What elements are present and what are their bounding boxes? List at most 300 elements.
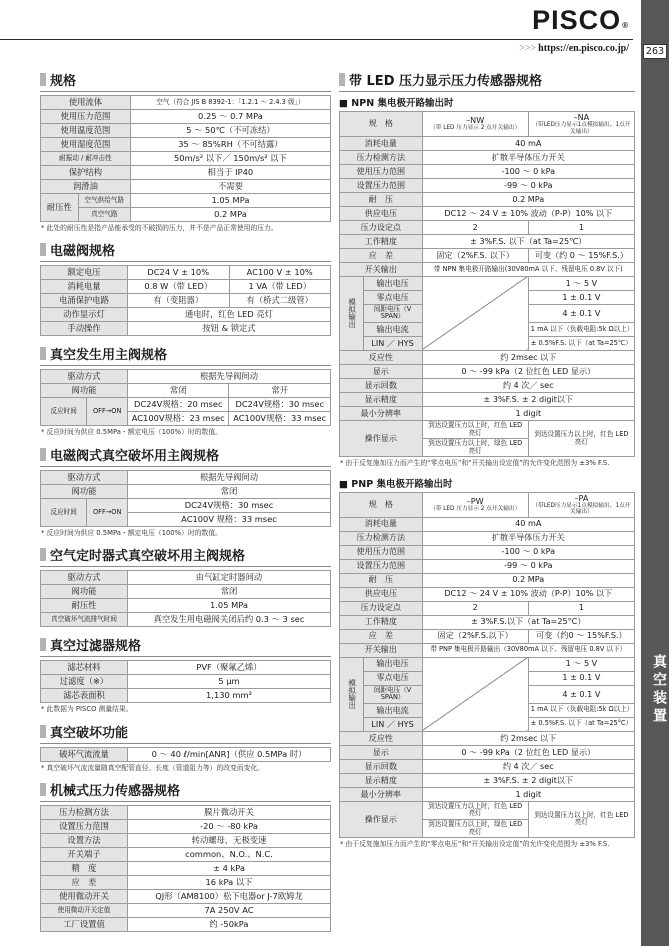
cell-text: 约 4 次／ sec: [502, 379, 554, 390]
spec-label-cell: [340, 517, 423, 531]
cell-text: LIN ／ HYS: [371, 718, 414, 729]
spec-label-cell: [41, 904, 128, 918]
spec-label-cell: [41, 918, 128, 932]
cell-text: 使用压力范围: [356, 165, 406, 176]
spec-value-cell: [528, 420, 634, 456]
spec-label-cell: [41, 484, 128, 498]
cell-text: 输出电压: [376, 658, 409, 669]
spec-value-cell: [128, 599, 331, 613]
section-title: [40, 722, 331, 744]
spec-value-cell: [128, 294, 230, 308]
cell-text: 开关端子: [67, 849, 101, 860]
cell-text: LIN ／ HYS: [371, 337, 414, 348]
cell-text: 40 mA: [515, 137, 542, 148]
cell-text: 规 格: [368, 118, 393, 129]
spec-value-cell: [422, 801, 528, 819]
registered-mark-icon: ®: [622, 21, 629, 30]
cell-text: ± 4 kPa: [212, 863, 246, 874]
spec-label-cell: [340, 545, 423, 559]
cell-text: 真空破坏气流排气时间: [51, 615, 117, 624]
footnote: * 由于反复施加压力而产生的“零点电压”和“开关输出设定值”的允许变化范围为 ±3% F.S.: [340, 459, 610, 468]
spec-value-cell: [128, 820, 331, 834]
table-row: [340, 517, 635, 531]
section-title: [40, 70, 331, 92]
cell-text: -20 ～ -80 kPa: [200, 821, 258, 832]
spec-value-cell: [422, 192, 634, 206]
footnote: * 此数据为 PISCO 测量结果。: [41, 705, 133, 714]
cell-text: 额定电压: [67, 267, 101, 278]
spec-label-cell: [363, 304, 422, 322]
footnote: * 反应时间为供应 0.5MPa・额定电压（100%）时的数值。: [41, 428, 222, 437]
spec-table: [40, 265, 331, 336]
cell-text: 耐压性: [71, 600, 97, 611]
cell-text: 润滑油: [72, 180, 98, 191]
cell-text: 0.25 ～ 0.7 MPa: [198, 110, 263, 121]
spec-value-cell: [528, 220, 634, 234]
spec-label-cell: [41, 661, 128, 675]
spec-value-cell: [130, 124, 330, 138]
title-bar-icon: [40, 783, 46, 796]
spec-value-cell: [128, 661, 331, 675]
spec-value-cell: [422, 601, 528, 615]
spec-value-cell: [528, 112, 634, 137]
spec-label-cell: [363, 703, 422, 717]
header-rule: [0, 39, 633, 40]
spec-table: [40, 660, 331, 703]
cell-subtext: （带 LED 压力显示 2 点开关输出）: [430, 506, 521, 513]
spec-value-cell: [422, 439, 528, 457]
table-row: [340, 164, 635, 178]
table-row: [340, 420, 635, 438]
spec-label-cell: [340, 136, 423, 150]
spec-value-cell: [528, 492, 634, 517]
spec-value-cell: [229, 294, 331, 308]
spec-section: [40, 70, 331, 232]
spec-label-cell: [41, 689, 128, 703]
cell-text: 带 NPN 集电极开路输出(30V80mA 以下、残留电压 0.8V 以下): [433, 264, 623, 273]
cell-text: 阀功能: [71, 586, 97, 597]
cell-text: 40 mA: [515, 518, 542, 529]
cell-text: 滤芯材料: [67, 662, 101, 673]
spec-value-cell: [422, 545, 634, 559]
spec-label-cell: [340, 731, 423, 745]
cell-text: 固定（2%F.S. 以下）: [436, 249, 514, 260]
spec-label-cell: [41, 806, 128, 820]
table-row: [41, 890, 331, 904]
spec-value-cell: [528, 276, 634, 290]
spec-value-cell: [422, 731, 634, 745]
cell-text: 4 ± 0.1 V: [562, 688, 601, 699]
cell-text: 0.2 MPa: [512, 574, 545, 585]
spec-label-cell: [340, 234, 423, 248]
table-row: [41, 876, 331, 890]
cell-text: 供应电压: [364, 207, 397, 218]
cell-text: 阀功能: [71, 385, 97, 396]
table-row: [340, 615, 635, 629]
cell-text: 手动操作: [67, 323, 101, 334]
spec-value-cell: [130, 166, 330, 180]
spec-value-cell: [128, 322, 331, 336]
table-row: [41, 675, 331, 689]
spec-value-cell: [528, 248, 634, 262]
table-row: [340, 136, 635, 150]
section-title-text: 真空过滤器规格: [50, 639, 142, 655]
spec-label-cell: [41, 110, 131, 124]
table-row: [41, 96, 331, 110]
table-row: [41, 124, 331, 138]
spec-section: [40, 722, 331, 772]
cell-text: –NW: [466, 115, 485, 126]
table-row: [340, 745, 635, 759]
spec-value-cell: [128, 918, 331, 932]
cell-text: 扩散半导体压力开关: [491, 151, 565, 162]
spec-value-cell: [422, 220, 528, 234]
cell-text: 约 2msec 以下: [500, 351, 557, 362]
cell-text: 显示回数: [364, 379, 397, 390]
spec-value-cell: [422, 206, 634, 220]
cell-text: 0 ～ 40 ℓ/min[ANR]（供应 0.5MPa 时）: [151, 748, 307, 759]
spec-label-cell: [41, 398, 87, 426]
section-title: [40, 240, 331, 262]
table-row: [41, 280, 331, 294]
cell-text: 精 度: [71, 863, 97, 874]
spec-value-cell: [422, 492, 528, 517]
cell-text: 供应电压: [364, 588, 397, 599]
table-row: [340, 192, 635, 206]
subsection-heading: ■ NPN 集电极开路输出时: [339, 98, 454, 109]
cell-text: common、N.O.、N.C.: [185, 849, 273, 860]
spec-value-cell: [422, 787, 634, 801]
spec-value-cell: [130, 180, 330, 194]
spec-label-cell: [363, 290, 422, 304]
cell-text: 1,130 mm²: [206, 690, 252, 701]
footnote: * 此处的耐压性是指产品能承受的不破损的压力，并不是产品正常使用的压力。: [41, 224, 278, 232]
table-row: [41, 470, 331, 484]
table-row: [340, 531, 635, 545]
table-row: [340, 248, 635, 262]
spec-label-cell: [363, 671, 422, 685]
spec-value-cell: [528, 304, 634, 322]
cell-text: AC100 V ± 10%: [246, 267, 313, 278]
spec-value-cell: [130, 110, 330, 124]
cell-text: 1.05 MPa: [211, 194, 250, 205]
spec-value-cell: [422, 420, 528, 438]
cell-text: 应 差: [368, 249, 393, 260]
spec-label-cell: [78, 194, 130, 208]
cell-text: 常闭: [169, 385, 187, 396]
spec-label-cell: [340, 420, 423, 456]
cell-subtext: （带 LED 压力显示 2 点开关输出）: [430, 125, 521, 132]
table-row: [41, 904, 331, 918]
cell-text: 50m/s² 以下／ 150m/s² 以下: [174, 152, 287, 163]
cell-text: 使用温度范围: [60, 124, 111, 135]
cell-text: –PW: [466, 495, 484, 506]
cell-text: AC100V 规格：33 msec: [181, 513, 277, 524]
spec-table: [40, 570, 331, 627]
spec-value-cell: [528, 657, 634, 671]
table-row: [340, 759, 635, 773]
cell-text: 电涌保护电路: [59, 295, 109, 306]
cell-text: 1 digit: [515, 407, 542, 418]
spec-value-cell: [127, 498, 330, 512]
section-title: [40, 635, 331, 657]
cell-text: 转动螺母，无极变速: [191, 835, 267, 846]
cell-text: 压力检测方法: [356, 151, 406, 162]
spec-table: [40, 470, 331, 527]
cell-text: 间距电压（V SPAN）: [373, 685, 412, 702]
url-text: https://en.pisco.co.jp/: [538, 43, 629, 54]
cell-text: 1: [578, 602, 584, 613]
spec-label-cell: [41, 180, 131, 194]
title-bar-icon: [339, 73, 345, 86]
title-bar-icon: [40, 73, 46, 86]
cell-text: 空气供给气路: [84, 195, 125, 204]
table-row: [340, 559, 635, 573]
section-title-text: 真空破坏功能: [50, 725, 129, 741]
spec-label-cell: [41, 138, 131, 152]
table-row: [41, 138, 331, 152]
spec-label-cell: [41, 152, 131, 166]
cell-text: 膜片微动开关: [204, 807, 254, 818]
cell-text: 约 2msec 以下: [500, 732, 557, 743]
cell-text: 0.2 MPa: [512, 193, 545, 204]
cell-text: 压力检测方法: [59, 807, 109, 818]
spec-label-cell: [340, 492, 423, 517]
cell-text: 应 差: [71, 877, 97, 888]
cell-text: 有（桥式二级管）: [246, 295, 313, 306]
cell-text: 零点电压: [376, 291, 409, 302]
cell-text: 工厂设置值: [63, 919, 105, 930]
right-subsections: [339, 95, 635, 849]
spec-label-cell: [340, 192, 423, 206]
footnote: * 由于反复施加压力而产生的“零点电压”和“开关输出设定值”的允许变化范围为 ±3% F.S.: [340, 840, 610, 849]
cell-text: 到达设置压力以上时，绿色 LED 亮灯: [428, 439, 523, 455]
footnote: * 真空破坏气流流量随真空配管直径、长度（管道阻力等）的改变而变化。: [41, 763, 265, 772]
cell-text: -99 ～ 0 kPa: [504, 560, 553, 571]
cell-text: 滤芯表面积: [63, 690, 105, 701]
cell-text: 4 ± 0.1 V: [562, 307, 601, 318]
cell-text: 显示回数: [364, 760, 397, 771]
spec-label-cell: [41, 890, 128, 904]
table-row: [41, 689, 331, 703]
section-title-text: 规格: [50, 74, 77, 89]
title-bar-icon: [40, 347, 46, 360]
cell-text: 真空发生用电磁阀关闭后约 0.3 ～ 3 sec: [153, 614, 305, 625]
spec-value-cell: [422, 573, 634, 587]
spec-label-cell: [340, 759, 423, 773]
spec-label-cell: [41, 294, 128, 308]
spec-value-cell: [128, 848, 331, 862]
spec-label-cell: [41, 848, 128, 862]
cell-text: 到达设置压力以上时，红色 LED 亮灯: [534, 430, 629, 446]
cell-text: 使用压力范围: [60, 110, 111, 121]
cell-text: 固定（2%F.S.以下）: [437, 630, 513, 641]
spec-label-cell: [41, 370, 128, 384]
cell-text: 工作精度: [364, 616, 397, 627]
table-row: [340, 731, 635, 745]
table-row: [41, 918, 331, 932]
cell-text: 输出电流: [376, 323, 409, 334]
table-row: [340, 629, 635, 643]
cell-text: 驱动方式: [67, 572, 101, 583]
spec-value-cell: [128, 280, 230, 294]
cell-text: 过滤度（※）: [59, 676, 109, 687]
spec-value-cell: [528, 290, 634, 304]
spec-table: [40, 95, 331, 222]
cell-text: 反应时间: [50, 507, 77, 516]
spec-label-cell: [41, 266, 128, 280]
spec-value-cell: [229, 412, 331, 426]
spec-label-cell: [340, 112, 423, 137]
spec-label-cell: [340, 178, 423, 192]
spec-label-cell: [87, 498, 128, 526]
table-row: [41, 194, 331, 208]
spec-value-cell: [422, 531, 634, 545]
table-row: [340, 112, 635, 137]
spec-value-cell: [422, 350, 634, 364]
spec-label-cell: [87, 398, 128, 426]
cell-text: 1.05 MPa: [210, 600, 248, 611]
cell-text: –PA: [574, 492, 589, 503]
spec-value-cell: [128, 675, 331, 689]
section-title-text: 机械式压力传感器规格: [50, 784, 181, 800]
cell-text: 1 digit: [515, 788, 542, 799]
spec-label-cell: [340, 657, 364, 731]
spec-label-cell: [340, 773, 423, 787]
spec-label-cell: [340, 220, 423, 234]
table-row: [41, 571, 331, 585]
cell-text: 空气（符合 JIS B 8392-1：「1.2.1 ～ 2.4.3 级」）: [156, 97, 305, 106]
spec-label-cell: [340, 364, 423, 378]
category-side-tab: [641, 0, 669, 946]
table-row: [340, 587, 635, 601]
cell-text: 常开: [271, 385, 289, 396]
spec-value-cell: [422, 615, 634, 629]
spec-label-cell: [340, 559, 423, 573]
table-row: [41, 308, 331, 322]
spec-label-cell: [363, 657, 422, 671]
spec-value-cell: [127, 512, 330, 526]
spec-value-cell: [128, 806, 331, 820]
spec-label-cell: [41, 280, 128, 294]
table-row: [340, 406, 635, 420]
spec-value-cell: [528, 629, 634, 643]
cell-text: 显示精度: [364, 774, 397, 785]
cell-text: 使用微动开关: [59, 891, 109, 902]
table-row: [340, 657, 635, 671]
spec-value-cell: [422, 164, 634, 178]
spec-label-cell: [340, 206, 423, 220]
cell-text: 1 ± 0.1 V: [562, 672, 601, 683]
spec-value-cell: [128, 862, 331, 876]
section-title-led-pressure-sensor: [339, 70, 635, 92]
cell-text: QJ形（AM8100）松下电器or J-7欧姆龙: [155, 891, 303, 902]
cell-text: 模拟输出: [347, 679, 357, 710]
spec-label-cell: [340, 787, 423, 801]
spec-value-cell: [528, 717, 634, 731]
cell-text: 消耗电量: [364, 518, 397, 529]
cell-text: 1 VA（带 LED）: [248, 281, 312, 292]
section-title: [40, 780, 331, 802]
site-url[interactable]: [519, 43, 629, 54]
cell-subtext: （带LED压力显示1点模拟输出、1点开关输出）: [532, 122, 631, 135]
spec-value-cell: [528, 322, 634, 336]
spec-section: [40, 240, 331, 336]
table-row: [41, 834, 331, 848]
spec-value-cell: [128, 890, 331, 904]
cell-text: 5 ～ 50℃（不可冻结）: [186, 124, 275, 135]
cell-text: 到达设置压力以上时，红色 LED 亮灯: [534, 810, 629, 827]
spec-value-cell: [422, 112, 528, 137]
spec-value-cell: [229, 266, 331, 280]
spec-value-cell: [422, 629, 528, 643]
spec-label-cell: [340, 643, 423, 657]
table-row: [340, 801, 635, 819]
cell-text: 带 PNP 集电极开路输出（30V80mA 以下、残留电压 0.8V 以下）: [430, 645, 627, 654]
spec-label-cell: [340, 745, 423, 759]
spec-label-cell: [340, 587, 423, 601]
cell-text: 2: [472, 602, 478, 613]
spec-label-cell: [340, 164, 423, 178]
cell-text: 反应时间: [50, 407, 77, 416]
spec-value-cell: [422, 378, 634, 392]
spec-label-cell: [78, 208, 130, 222]
cell-text: 2: [472, 221, 478, 232]
category-tab-label[interactable]: 真空装置: [651, 654, 667, 726]
spec-value-cell: [128, 834, 331, 848]
spec-label-cell: [340, 615, 423, 629]
cell-text: 按钮 & 锁定式: [202, 323, 256, 334]
cell-text: 保护结构: [68, 166, 103, 177]
spec-section: [40, 635, 331, 713]
cell-text: 35 ～ 85%RH（不可结露）: [178, 138, 283, 149]
cell-text: 规 格: [368, 499, 393, 510]
cell-subtext: （带LED压力显示1点模拟输出、1点开关输出）: [532, 503, 631, 516]
title-bar-icon: [40, 548, 46, 561]
spec-table: [339, 492, 635, 838]
spec-label-cell: [41, 194, 79, 222]
cell-text: 耐 压: [368, 574, 393, 585]
table-row: [41, 322, 331, 336]
table-row: [41, 110, 331, 124]
main-content: [40, 70, 635, 940]
cell-text: 16 kPa 以下: [205, 877, 253, 888]
cell-text: 使用微动开关定值: [57, 906, 111, 915]
cell-text: 阀功能: [71, 485, 97, 496]
cell-text: 最小分辨率: [360, 407, 402, 418]
cell-text: 设置压力范围: [59, 821, 109, 832]
section-title-text: 电磁阀规格: [50, 244, 116, 260]
section-title: [40, 344, 331, 366]
cell-text: 反应性: [368, 732, 393, 743]
url-arrows-icon: >>>: [519, 43, 537, 54]
table-row: [41, 498, 331, 512]
spec-value-cell: [528, 601, 634, 615]
section-title-text: 带 LED 压力显示压力传感器规格: [349, 74, 543, 89]
spec-label-cell: [363, 276, 422, 290]
cell-text: 工作精度: [364, 235, 397, 246]
spec-label-cell: [340, 350, 423, 364]
table-row: [41, 848, 331, 862]
table-row: [340, 378, 635, 392]
cell-text: 常闭: [220, 485, 238, 496]
cell-text: -100 ～ 0 kPa: [501, 546, 556, 557]
table-row: [340, 220, 635, 234]
spec-section: [40, 445, 331, 537]
spec-label-cell: [41, 820, 128, 834]
spec-label-cell: [340, 406, 423, 420]
spec-label-cell: [41, 322, 128, 336]
